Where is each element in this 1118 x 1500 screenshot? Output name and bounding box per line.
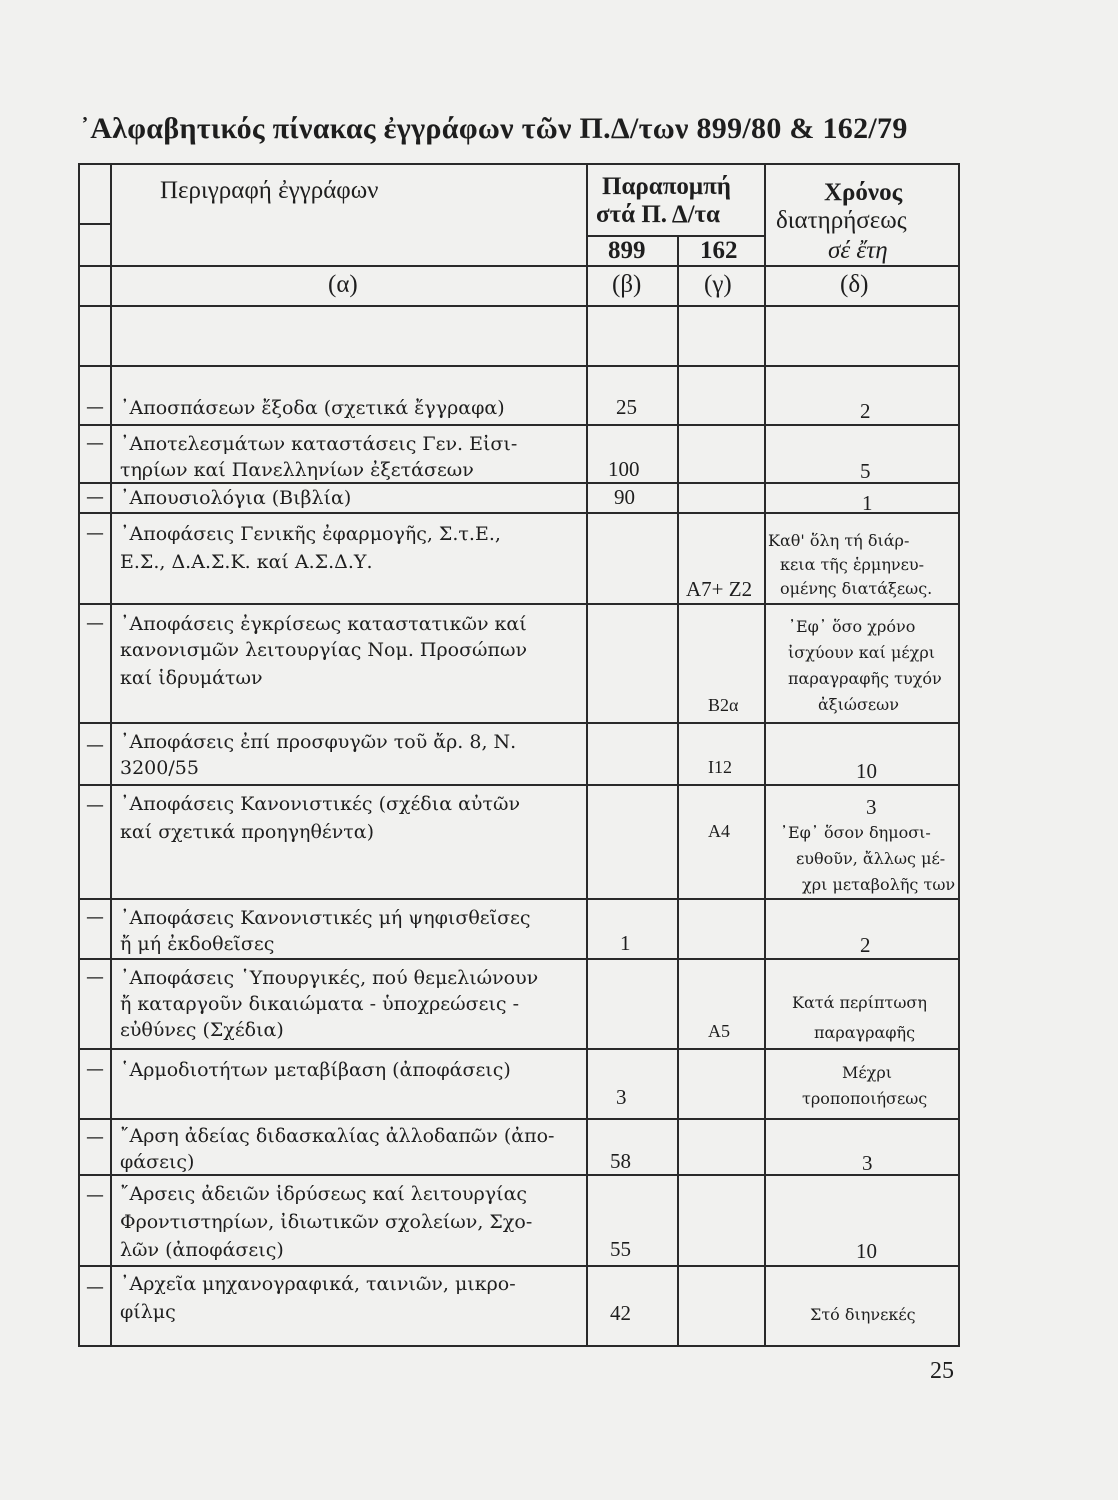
row-description: 3200/55 (120, 757, 199, 779)
label-g: (γ) (704, 271, 732, 298)
row-retention: 2 (860, 933, 871, 957)
row-retention: παραγραφῆς (814, 1023, 916, 1042)
row-ref-899: 42 (610, 1301, 631, 1325)
document-table (78, 163, 960, 1347)
row-ref-899: 100 (608, 457, 640, 481)
row-dash: — (86, 795, 104, 816)
row-description: φάσεις) (120, 1151, 195, 1173)
row-description: ᾿Αρχεῖα μηχανογραφικά, ταινιῶν, μικρο- (120, 1273, 516, 1295)
column-d-unit: σέ ἔτη (828, 237, 888, 264)
row-description: ῎Αρση ἀδείας διδασκαλίας ἀλλοδαπῶν (ἀπο- (120, 1125, 555, 1147)
row-divider (80, 365, 958, 367)
row-description: ᾿Αποφάσεις ἐπί προσφυγῶν τοῦ ἄρ. 8, Ν. (120, 731, 517, 753)
column-d-title: Χρόνος (824, 179, 903, 206)
row-ref-899: 3 (616, 1085, 627, 1109)
column-d-subtitle: διατηρήσεως (776, 207, 907, 234)
row-ref-899: 1 (620, 931, 631, 955)
header-divider (80, 305, 958, 307)
label-b: (β) (612, 271, 642, 298)
row-ref-899: 58 (610, 1149, 631, 1173)
row-description: ᾿Αποφάσεις Κανονιστικές (σχέδια αὐτῶν (120, 793, 521, 815)
column-divider (677, 235, 679, 1345)
row-retention: 3 (862, 1151, 873, 1175)
row-retention: Στό διηνεκές (810, 1305, 916, 1324)
row-ref-162: Ι12 (708, 757, 732, 777)
column-ref-subtitle: στά Π. Δ/τα (596, 201, 720, 228)
row-ref-162: Β2α (708, 695, 739, 715)
row-retention: ομένης διατάξεως. (780, 579, 933, 598)
column-divider (764, 165, 766, 1345)
row-description: ἤ μή ἐκδοθεῖσες (120, 933, 275, 955)
row-description: ᾿Αποφάσεις ῾Υπουργικές, πού θεμελιώνουν (120, 967, 539, 989)
row-dash: — (86, 1185, 104, 1206)
label-d: (δ) (840, 271, 869, 298)
row-description: καί σχετικά προηγηθέντα) (120, 821, 375, 843)
row-divider (80, 898, 958, 900)
row-retention: παραγραφῆς τυχόν (788, 669, 942, 688)
row-retention: 1 (862, 491, 873, 515)
row-dash: — (86, 1127, 104, 1148)
row-dash: — (86, 1277, 104, 1298)
row-retention: Καθ' ὅλη τή διάρ- (768, 531, 910, 550)
row-ref-162: Α4 (708, 821, 730, 841)
row-description: ᾿Αποφάσεις ἐγκρίσεως καταστατικῶν καί (120, 613, 527, 635)
row-description: Ε.Σ., Δ.Α.Σ.Κ. καί Α.Σ.Δ.Υ. (120, 551, 373, 573)
row-dash: — (86, 907, 104, 928)
row-description: φίλμς (120, 1301, 176, 1323)
row-divider (80, 722, 958, 724)
row-dash: — (86, 433, 104, 454)
row-retention: Κατά περίπτωση (792, 993, 927, 1012)
column-ref-162: 162 (700, 237, 738, 264)
row-description: ᾿Αποφάσεις Κανονιστικές μή ψηφισθεῖσες (120, 907, 531, 929)
row-description: ῾Αρμοδιοτήτων μεταβίβαση (ἀποφάσεις) (120, 1059, 511, 1081)
row-divider (80, 1265, 958, 1267)
row-retention: ᾿Εφ᾿ ὅσον δημοσι- (780, 823, 931, 842)
row-divider (80, 512, 958, 514)
row-retention: τροποποιήσεως (802, 1089, 928, 1108)
row-description: ᾿Αποτελεσμάτων καταστάσεις Γεν. Εἰσι- (120, 433, 518, 455)
row-retention: 10 (856, 759, 877, 783)
column-a-title: Περιγραφή ἐγγράφων (160, 177, 379, 204)
row-description: ἤ καταργοῦν δικαιώματα - ὑποχρεώσεις - (120, 993, 519, 1015)
row-ref-162: Α7+ Ζ2 (686, 577, 753, 601)
row-retention: ευθοῦν, ἄλλως μέ- (796, 849, 946, 868)
row-dash: — (86, 523, 104, 544)
row-description: κανονισμῶν λειτουργίας Νομ. Προσώπων (120, 639, 528, 661)
row-description: λῶν (ἀποφάσεις) (120, 1239, 284, 1261)
column-divider (110, 165, 112, 1345)
page-number: 25 (930, 1358, 954, 1384)
row-retention: ἀξιώσεων (818, 695, 899, 714)
row-description: ᾿Απουσιολόγια (Βιβλία) (120, 487, 352, 509)
row-divider (80, 603, 958, 605)
row-divider (80, 958, 958, 960)
row-dash: — (86, 1059, 104, 1080)
row-description: Φροντιστηρίων, ἰδιωτικῶν σχολείων, Σχο- (120, 1211, 533, 1233)
row-description: εὐθύνες (Σχέδια) (120, 1019, 284, 1041)
row-retention: κεια τῆς ἑρμηνευ- (780, 555, 925, 574)
row-ref-162: Α5 (708, 1021, 730, 1041)
row-divider (80, 1048, 958, 1050)
row-retention: Μέχρι (842, 1063, 893, 1082)
row-retention: ᾿Εφ᾿ ὅσο χρόνο (788, 617, 916, 636)
row-description: καί ἱδρυμάτων (120, 667, 263, 689)
row-retention: 3 (866, 795, 877, 819)
row-retention: χρι μεταβολῆς των (802, 875, 956, 894)
label-a: (α) (328, 271, 358, 298)
row-description: ᾿Αποσπάσεων ἔξοδα (σχετικά ἔγγραφα) (120, 397, 505, 419)
row-retention: 2 (860, 399, 871, 423)
row-divider (80, 1118, 958, 1120)
page-title: ᾿Αλφαβητικός πίνακας ἐγγράφων τῶν Π.Δ/των 899/80 & 162/79 (80, 112, 908, 145)
header-divider (80, 265, 958, 267)
row-divider (80, 1174, 958, 1176)
row-dash: — (86, 735, 104, 756)
row-dash: — (86, 397, 104, 418)
row-divider (80, 784, 958, 786)
row-retention: 5 (860, 459, 871, 483)
column-divider (586, 165, 588, 1345)
column-ref-899: 899 (608, 237, 646, 264)
row-retention: 10 (856, 1239, 877, 1263)
row-description: ῎Αρσεις ἀδειῶν ἱδρύσεως καί λειτουργίας (120, 1183, 528, 1205)
row-ref-899: 55 (610, 1237, 631, 1261)
header-divider (80, 223, 110, 225)
row-divider (80, 424, 958, 426)
row-description: τηρίων καί Πανελληνίων ἐξετάσεων (120, 459, 474, 481)
row-retention: ἰσχύουν καί μέχρι (788, 643, 936, 662)
row-dash: — (86, 613, 104, 634)
row-dash: — (86, 967, 104, 988)
row-description: ᾿Αποφάσεις Γενικῆς ἐφαρμογῆς, Σ.τ.Ε., (120, 523, 501, 545)
row-ref-899: 90 (614, 485, 635, 509)
column-ref-title: Παραπομπή (602, 173, 731, 200)
row-dash: — (86, 487, 104, 508)
row-ref-899: 25 (616, 395, 637, 419)
